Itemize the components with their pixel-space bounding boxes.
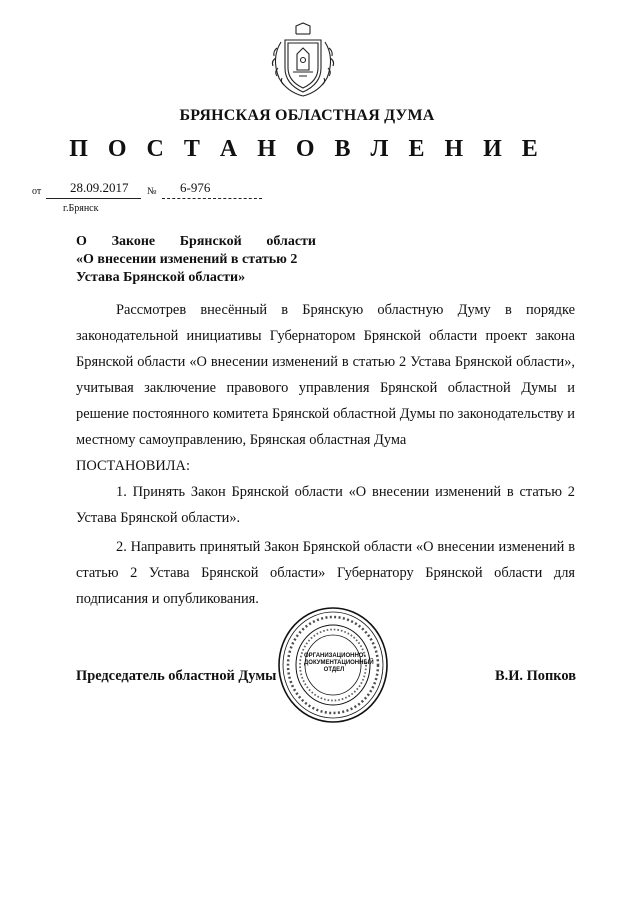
document-body [76, 297, 575, 612]
subject-word: О [76, 234, 87, 249]
issue-place: г.Брянск [63, 203, 99, 214]
document-subject [76, 233, 316, 287]
subject-line: «О внесении изменений в статью 2 [76, 252, 298, 267]
document-number: 6-976 [180, 180, 211, 195]
subject-word: Брянской [179, 234, 242, 249]
signatory-name: В.И. Попков [495, 668, 576, 684]
resolution-item-2: 2. Направить принятый Закон Брянской области «О внесении изменений в статью 2 Устава Брянской области» Губернатору Брянской области для подписания и опубликования. [76, 539, 575, 607]
document-date: 28.09.2017 [70, 180, 129, 195]
date-label: от [32, 186, 42, 197]
date-underline [46, 198, 141, 199]
document-type-title: П О С Т А Н О В Л Е Н И Е [69, 136, 545, 162]
subject-word: Законе [111, 234, 156, 249]
number-underline [162, 198, 262, 199]
organization-name: БРЯНСКАЯ ОБЛАСТНАЯ ДУМА [179, 107, 435, 124]
resolution-word: ПОСТАНОВИЛА: [76, 458, 190, 474]
registration-row [32, 180, 272, 202]
resolution-item-1: 1. Принять Закон Брянской области «О внесении изменений в статью 2 Устава Брянской области». [76, 484, 575, 526]
seal-center-text: ОРГАНИЗАЦИОННО- ДОКУМЕНТАЦИОННЫЙ ОТДЕЛ [304, 653, 374, 673]
coat-of-arms-emblem [263, 22, 343, 102]
subject-word: области [266, 234, 316, 249]
subject-line: Устава Брянской области» [76, 270, 246, 285]
number-label: № [147, 186, 157, 197]
preamble-paragraph: Рассмотрев внесённый в Брянскую областную Думу в порядке законодательной инициативы Губернатором Брянской области проект закона Брянской области «О внесении изменений в статью 2 Устава Брянской области», учитывая заключение правового управления Брянской областной Думы и решение постоянного комитета Брянской областной Думы по законодательству и местному самоуправлению, Брянская областная Дума [76, 302, 575, 448]
signatory-title: Председатель областной Думы [76, 668, 277, 684]
